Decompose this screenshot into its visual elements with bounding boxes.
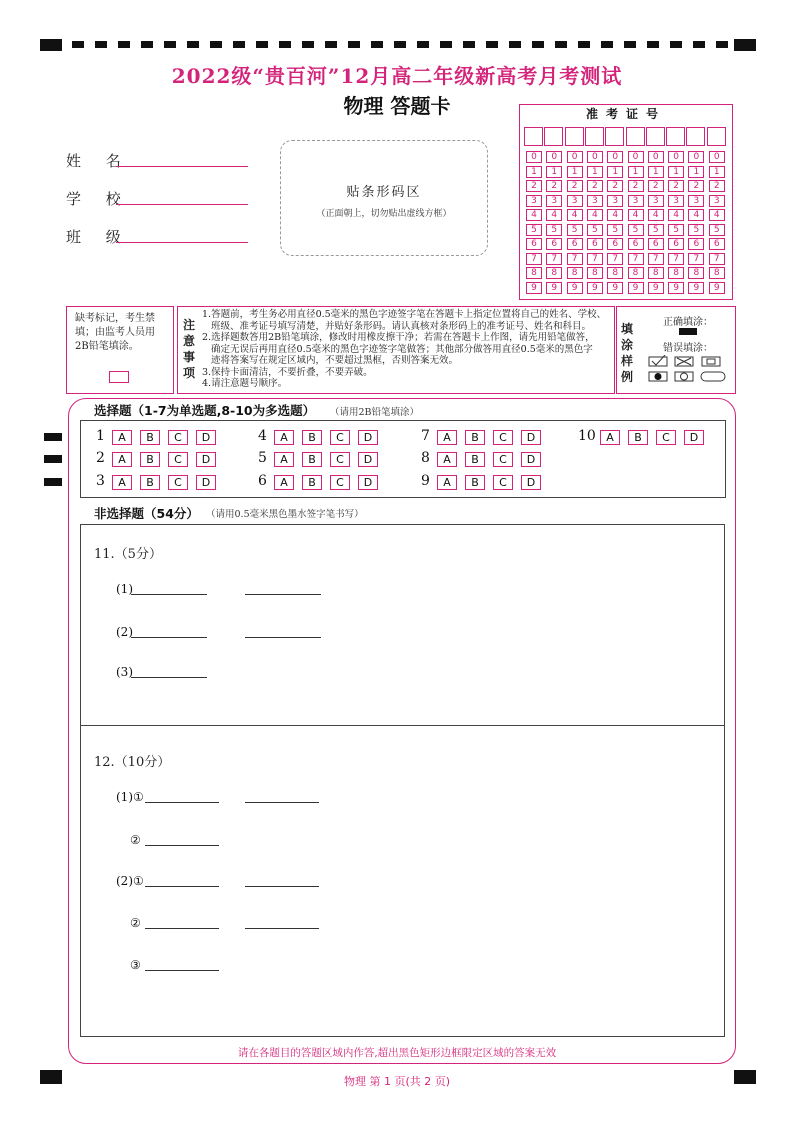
choice-question-number: 5 (258, 450, 267, 466)
footer-warning: 请在各题目的答题区域内作答,超出黑色矩形边框限定区域的答案无效 (237, 1047, 557, 1059)
exam-number-bubble[interactable]: 3 (709, 195, 725, 207)
q12-part1-1-blank-b[interactable] (245, 802, 319, 803)
exam-number-write-box[interactable] (605, 127, 624, 146)
exam-number-write-box[interactable] (646, 127, 665, 146)
q12-part1-2-blank-a[interactable] (145, 845, 219, 846)
exam-number-bubble[interactable]: 0 (688, 151, 704, 163)
exam-number-bubble[interactable]: 7 (628, 253, 644, 265)
exam-number-bubble[interactable]: 9 (688, 282, 704, 294)
choice-question-number: 2 (96, 450, 105, 466)
choice-option-c[interactable]: C (168, 430, 188, 445)
notice-line: 1.答题前，考生务必用直径0.5毫米的黑色字迹签字笔在答题卡上指定位置将自己的姓名、学校、 (202, 309, 607, 320)
choice-option-b[interactable]: B (465, 452, 485, 467)
name-input-line[interactable] (116, 166, 248, 167)
choice-option-d[interactable]: D (196, 475, 216, 490)
choice-option-a[interactable]: A (112, 452, 132, 467)
exam-number-bubble[interactable]: 2 (709, 180, 725, 192)
choice-section-title: 选择题（1-7为单选题,8-10为多选题） (94, 403, 316, 418)
wrong-fill-samples-icon (647, 355, 731, 387)
exam-number-bubble[interactable]: 3 (628, 195, 644, 207)
exam-number-bubble[interactable]: 7 (587, 253, 603, 265)
q12-part2-1-label: (2)① (116, 874, 144, 888)
name-label: 姓 名 (66, 152, 131, 170)
exam-number-bubble[interactable]: 0 (587, 151, 603, 163)
exam-number-bubble[interactable]: 6 (709, 238, 725, 250)
choice-option-b[interactable]: B (140, 475, 160, 490)
exam-number-bubble[interactable]: 2 (546, 180, 562, 192)
choice-option-b[interactable]: B (140, 452, 160, 467)
notice-label-char: 注 (182, 318, 195, 332)
timing-dash (463, 41, 475, 48)
timing-dash (95, 41, 107, 48)
exam-number-bubble[interactable]: 6 (688, 238, 704, 250)
choice-option-a[interactable]: A (600, 430, 620, 445)
exam-number-write-box[interactable] (565, 127, 584, 146)
exam-number-bubble[interactable]: 4 (668, 209, 684, 221)
exam-number-bubble[interactable]: 6 (567, 238, 583, 250)
choice-option-a[interactable]: A (112, 430, 132, 445)
exam-number-bubble[interactable]: 3 (648, 195, 664, 207)
notice-line: 4.请注意题号顺序。 (202, 378, 288, 389)
exam-number-bubble[interactable]: 4 (648, 209, 664, 221)
exam-number-bubble[interactable]: 6 (526, 238, 542, 250)
q11-box (80, 524, 725, 726)
choice-question-number: 9 (421, 473, 430, 489)
exam-number-bubble[interactable]: 2 (668, 180, 684, 192)
q12-part1-1-label: (1)① (116, 790, 144, 804)
exam-number-bubble[interactable]: 6 (668, 238, 684, 250)
exam-number-bubble[interactable]: 6 (607, 238, 623, 250)
absent-mark-box[interactable] (109, 371, 129, 383)
choice-option-b[interactable]: B (465, 430, 485, 445)
choice-question-number: 7 (421, 428, 430, 444)
choice-option-c[interactable]: C (493, 430, 513, 445)
exam-number-bubble[interactable]: 5 (607, 224, 623, 236)
timing-dash (578, 41, 590, 48)
absent-box (66, 306, 174, 394)
exam-number-bubble[interactable]: 5 (628, 224, 644, 236)
exam-number-bubble[interactable]: 1 (668, 166, 684, 178)
q12-title: 12.（10分） (94, 755, 171, 770)
choice-option-d[interactable]: D (358, 452, 378, 467)
choice-option-a[interactable]: A (112, 475, 132, 490)
exam-number-bubble[interactable]: 4 (546, 209, 562, 221)
exam-number-bubble[interactable]: 3 (567, 195, 583, 207)
notice-line: 班级、准考证号填写清楚，并贴好条形码。请认真核对条形码上的准考证号、姓名和科目。 (202, 320, 592, 332)
fill-label-char: 例 (620, 370, 633, 384)
notice-label (182, 317, 196, 381)
exam-number-bubble[interactable]: 2 (628, 180, 644, 192)
choice-option-b[interactable]: B (302, 452, 322, 467)
choice-option-c[interactable]: C (656, 430, 676, 445)
exam-number-bubble[interactable]: 1 (648, 166, 664, 178)
exam-number-bubble[interactable]: 0 (709, 151, 725, 163)
timing-dash (371, 41, 383, 48)
exam-number-title: 准考证号 (585, 107, 666, 121)
q11-part3-label: (3) (116, 665, 133, 679)
exam-number-bubble[interactable]: 5 (688, 224, 704, 236)
timing-dash (325, 41, 337, 48)
choice-option-c[interactable]: C (493, 475, 513, 490)
exam-number-bubble[interactable]: 8 (688, 267, 704, 279)
exam-number-bubble[interactable]: 0 (526, 151, 542, 163)
exam-number-bubble[interactable]: 1 (709, 166, 725, 178)
exam-number-bubble[interactable]: 8 (607, 267, 623, 279)
exam-number-write-box[interactable] (666, 127, 685, 146)
exam-number-bubble[interactable]: 3 (546, 195, 562, 207)
choice-option-b[interactable]: B (302, 475, 322, 490)
exam-number-bubble[interactable]: 7 (709, 253, 725, 265)
choice-option-d[interactable]: D (196, 452, 216, 467)
exam-number-bubble[interactable]: 9 (628, 282, 644, 294)
exam-number-bubble[interactable]: 9 (668, 282, 684, 294)
choice-option-b[interactable]: B (465, 475, 485, 490)
choice-option-a[interactable]: A (437, 475, 457, 490)
timing-dash (440, 41, 452, 48)
timing-dash (486, 41, 498, 48)
notice-line: 迹将答案写在规定区域内，不要超过黑框，否则答案无效。 (202, 355, 459, 366)
q11-part2-blank-b[interactable] (245, 637, 321, 638)
timing-dash (555, 41, 567, 48)
exam-number-bubble[interactable]: 0 (668, 151, 684, 163)
notice-box (177, 306, 615, 394)
choice-option-a[interactable]: A (274, 475, 294, 490)
choice-option-c[interactable]: C (330, 452, 350, 467)
exam-number-bubble[interactable]: 6 (648, 238, 664, 250)
q12-part2-3-blank-a[interactable] (145, 970, 219, 971)
exam-number-bubble[interactable]: 3 (668, 195, 684, 207)
exam-number-bubble[interactable]: 5 (546, 224, 562, 236)
exam-number-bubble[interactable]: 1 (526, 166, 542, 178)
correct-fill-sample-icon (679, 328, 697, 335)
exam-number-bubble[interactable]: 8 (668, 267, 684, 279)
exam-number-bubble[interactable]: 8 (648, 267, 664, 279)
choice-option-a[interactable]: A (437, 452, 457, 467)
timing-dash (624, 41, 636, 48)
timing-dash (670, 41, 682, 48)
exam-number-bubble[interactable]: 7 (668, 253, 684, 265)
q11-part1-label: (1) (116, 582, 133, 596)
side-mark-3 (44, 478, 62, 486)
choice-option-b[interactable]: B (628, 430, 648, 445)
barcode-title: 贴条形码区 (346, 185, 422, 200)
exam-number-bubble[interactable]: 7 (607, 253, 623, 265)
exam-number-bubble[interactable]: 8 (587, 267, 603, 279)
exam-number-bubble[interactable]: 3 (607, 195, 623, 207)
exam-number-bubble[interactable]: 4 (688, 209, 704, 221)
exam-number-bubble[interactable]: 4 (587, 209, 603, 221)
fill-sample-label (620, 321, 634, 385)
exam-number-write-box[interactable] (524, 127, 543, 146)
timing-dash (141, 41, 153, 48)
exam-number-bubble[interactable]: 9 (709, 282, 725, 294)
exam-number-bubble[interactable]: 9 (567, 282, 583, 294)
choice-option-d[interactable]: D (684, 430, 704, 445)
timing-dash (187, 41, 199, 48)
q11-part1-blank-a[interactable] (131, 594, 207, 595)
timing-dash (348, 41, 360, 48)
q12-part2-2-label: ② (130, 916, 141, 930)
choice-option-c[interactable]: C (330, 475, 350, 490)
card-subtitle: 物理 答题卡 (343, 94, 451, 118)
exam-number-bubble[interactable]: 1 (628, 166, 644, 178)
timing-dash (279, 41, 291, 48)
timing-dash (394, 41, 406, 48)
choice-option-d[interactable]: D (521, 475, 541, 490)
exam-number-bubble[interactable]: 6 (628, 238, 644, 250)
choice-question-number: 3 (96, 473, 105, 489)
choice-option-b[interactable]: B (140, 430, 160, 445)
q12-part2-1-blank-b[interactable] (245, 886, 319, 887)
side-mark-2 (44, 455, 62, 463)
q11-part2-label: (2) (116, 625, 133, 639)
q12-part2-2-blank-a[interactable] (145, 928, 219, 929)
exam-number-bubble[interactable]: 6 (546, 238, 562, 250)
page-number: 物理 第 1 页(共 2 页) (343, 1075, 451, 1088)
choice-option-a[interactable]: A (274, 430, 294, 445)
exam-number-bubble[interactable]: 1 (567, 166, 583, 178)
corner-mark-top-right (734, 39, 756, 51)
exam-number-bubble[interactable]: 8 (567, 267, 583, 279)
exam-number-bubble[interactable]: 4 (607, 209, 623, 221)
exam-number-bubble[interactable]: 9 (607, 282, 623, 294)
timing-dash (532, 41, 544, 48)
timing-dash (118, 41, 130, 48)
exam-number-bubble[interactable]: 7 (546, 253, 562, 265)
exam-number-bubble[interactable]: 5 (668, 224, 684, 236)
exam-number-write-box[interactable] (585, 127, 604, 146)
notice-line: 3.保持卡面清洁，不要折叠，不要弄破。 (202, 366, 373, 378)
q12-part2-2-blank-b[interactable] (245, 928, 319, 929)
exam-title: 2022级“贵百河”12月高二年级新高考月考测试 (171, 64, 623, 88)
q11-part2-blank-a[interactable] (131, 637, 207, 638)
exam-number-bubble[interactable]: 2 (648, 180, 664, 192)
exam-number-bubble[interactable]: 3 (587, 195, 603, 207)
exam-number-bubble[interactable]: 5 (567, 224, 583, 236)
choice-question-number: 10 (578, 428, 596, 444)
absent-text: 缺考标记，考生禁填；由监考人员用2B铅笔填涂。 (75, 313, 155, 352)
exam-number-bubble[interactable]: 2 (587, 180, 603, 192)
timing-dash (601, 41, 613, 48)
choice-option-d[interactable]: D (521, 452, 541, 467)
notice-label-char: 意 (182, 334, 195, 348)
q12-part2-1-blank-a[interactable] (145, 886, 219, 887)
q12-part1-2-label: ② (130, 833, 141, 847)
notice-label-char: 事 (182, 350, 195, 364)
q11-part3-blank-a[interactable] (131, 677, 207, 678)
exam-number-bubble[interactable]: 3 (688, 195, 704, 207)
nonchoice-section-title: 非选择题（54分） (94, 506, 199, 521)
exam-number-bubble[interactable]: 0 (628, 151, 644, 163)
choice-section-hint: （请用2B铅笔填涂） (330, 407, 420, 418)
q12-part2-3-label: ③ (130, 958, 141, 972)
exam-number-bubble[interactable]: 9 (648, 282, 664, 294)
barcode-area[interactable] (280, 140, 488, 256)
exam-number-bubble[interactable]: 5 (709, 224, 725, 236)
choice-option-b[interactable]: B (302, 430, 322, 445)
timing-dash (256, 41, 268, 48)
notice-line: 确定无误后再用直径0.5毫米的黑色字迹签字笔做答；其他部分做答用直径0.5毫米的黑色字 (202, 343, 593, 355)
choice-question-number: 4 (258, 428, 267, 444)
choice-option-a[interactable]: A (437, 430, 457, 445)
notice-label-char: 项 (182, 366, 195, 380)
exam-number-bubble[interactable]: 6 (587, 238, 603, 250)
barcode-hint: （正面朝上，切勿贴出虚线方框） (316, 209, 452, 219)
choice-question-number: 6 (258, 473, 267, 489)
timing-dash (647, 41, 659, 48)
choice-option-c[interactable]: C (168, 452, 188, 467)
school-input-line[interactable] (116, 204, 248, 205)
choice-option-d[interactable]: D (358, 430, 378, 445)
fill-label-char: 涂 (620, 338, 633, 352)
exam-number-bubble[interactable]: 5 (648, 224, 664, 236)
timing-dash (509, 41, 521, 48)
exam-number-bubble[interactable]: 4 (567, 209, 583, 221)
timing-dash (72, 41, 84, 48)
exam-number-bubble[interactable]: 2 (688, 180, 704, 192)
exam-number-bubble[interactable]: 8 (628, 267, 644, 279)
exam-number-bubble[interactable]: 0 (607, 151, 623, 163)
choice-question-number: 1 (96, 428, 105, 444)
class-input-line[interactable] (116, 242, 248, 243)
exam-number-bubble[interactable]: 2 (567, 180, 583, 192)
choice-option-c[interactable]: C (330, 430, 350, 445)
exam-number-bubble[interactable]: 1 (587, 166, 603, 178)
timing-dash (716, 41, 728, 48)
choice-option-d[interactable]: D (358, 475, 378, 490)
exam-number-bubble[interactable]: 7 (567, 253, 583, 265)
fill-label-char: 样 (620, 354, 633, 368)
exam-number-bubble[interactable]: 7 (648, 253, 664, 265)
choice-option-d[interactable]: D (196, 430, 216, 445)
corner-mark-top-left (40, 39, 62, 51)
exam-number-write-box[interactable] (686, 127, 705, 146)
timing-dash (164, 41, 176, 48)
exam-number-bubble[interactable]: 1 (688, 166, 704, 178)
nonchoice-section-hint: （请用0.5毫米黑色墨水签字笔书写） (206, 509, 364, 520)
timing-dash (302, 41, 314, 48)
wrong-fill-label: 错误填涂： (663, 343, 713, 354)
timing-dash (210, 41, 222, 48)
exam-number-bubble[interactable]: 4 (526, 209, 542, 221)
timing-dash (693, 41, 705, 48)
exam-number-bubble[interactable]: 4 (709, 209, 725, 221)
exam-number-panel (519, 104, 733, 300)
exam-number-write-box[interactable] (626, 127, 645, 146)
side-mark-1 (44, 433, 62, 441)
q11-part1-blank-b[interactable] (245, 594, 321, 595)
exam-number-bubble[interactable]: 5 (526, 224, 542, 236)
notice-items (202, 309, 612, 390)
exam-number-bubble[interactable]: 3 (526, 195, 542, 207)
q11-title: 11.（5分） (94, 547, 162, 562)
exam-number-bubble[interactable]: 0 (567, 151, 583, 163)
exam-number-bubble[interactable]: 9 (587, 282, 603, 294)
exam-number-bubble[interactable]: 0 (648, 151, 664, 163)
exam-number-bubble[interactable]: 8 (526, 267, 542, 279)
timing-dash (233, 41, 245, 48)
exam-number-bubble[interactable]: 2 (526, 180, 542, 192)
choice-option-d[interactable]: D (521, 430, 541, 445)
exam-number-bubble[interactable]: 2 (607, 180, 623, 192)
choice-option-c[interactable]: C (493, 452, 513, 467)
school-label: 学 校 (66, 190, 131, 208)
exam-number-bubble[interactable]: 5 (587, 224, 603, 236)
exam-number-bubble[interactable]: 9 (526, 282, 542, 294)
exam-number-bubble[interactable]: 8 (709, 267, 725, 279)
exam-number-bubble[interactable]: 9 (546, 282, 562, 294)
exam-number-write-box[interactable] (707, 127, 726, 146)
choice-option-a[interactable]: A (274, 452, 294, 467)
exam-number-bubble[interactable]: 7 (688, 253, 704, 265)
exam-number-bubble[interactable]: 4 (628, 209, 644, 221)
exam-number-bubble[interactable]: 7 (526, 253, 542, 265)
exam-number-bubble[interactable]: 0 (546, 151, 562, 163)
timing-dash (417, 41, 429, 48)
choice-option-c[interactable]: C (168, 475, 188, 490)
correct-fill-label: 正确填涂： (663, 317, 713, 328)
choice-question-number: 8 (421, 450, 430, 466)
fill-sample-box (616, 306, 736, 394)
exam-number-write-box[interactable] (544, 127, 563, 146)
exam-number-bubble[interactable]: 1 (607, 166, 623, 178)
fill-label-char: 填 (620, 322, 633, 336)
notice-line: 2.选择题数答用2B铅笔填涂，修改时用橡皮擦干净；若需在答题卡上作图，请先用铅笔做答， (202, 332, 595, 343)
q12-part1-1-blank-a[interactable] (145, 802, 219, 803)
class-label: 班 级 (66, 228, 131, 246)
exam-number-bubble[interactable]: 8 (546, 267, 562, 279)
exam-number-bubble[interactable]: 1 (546, 166, 562, 178)
q12-box (80, 724, 725, 1037)
